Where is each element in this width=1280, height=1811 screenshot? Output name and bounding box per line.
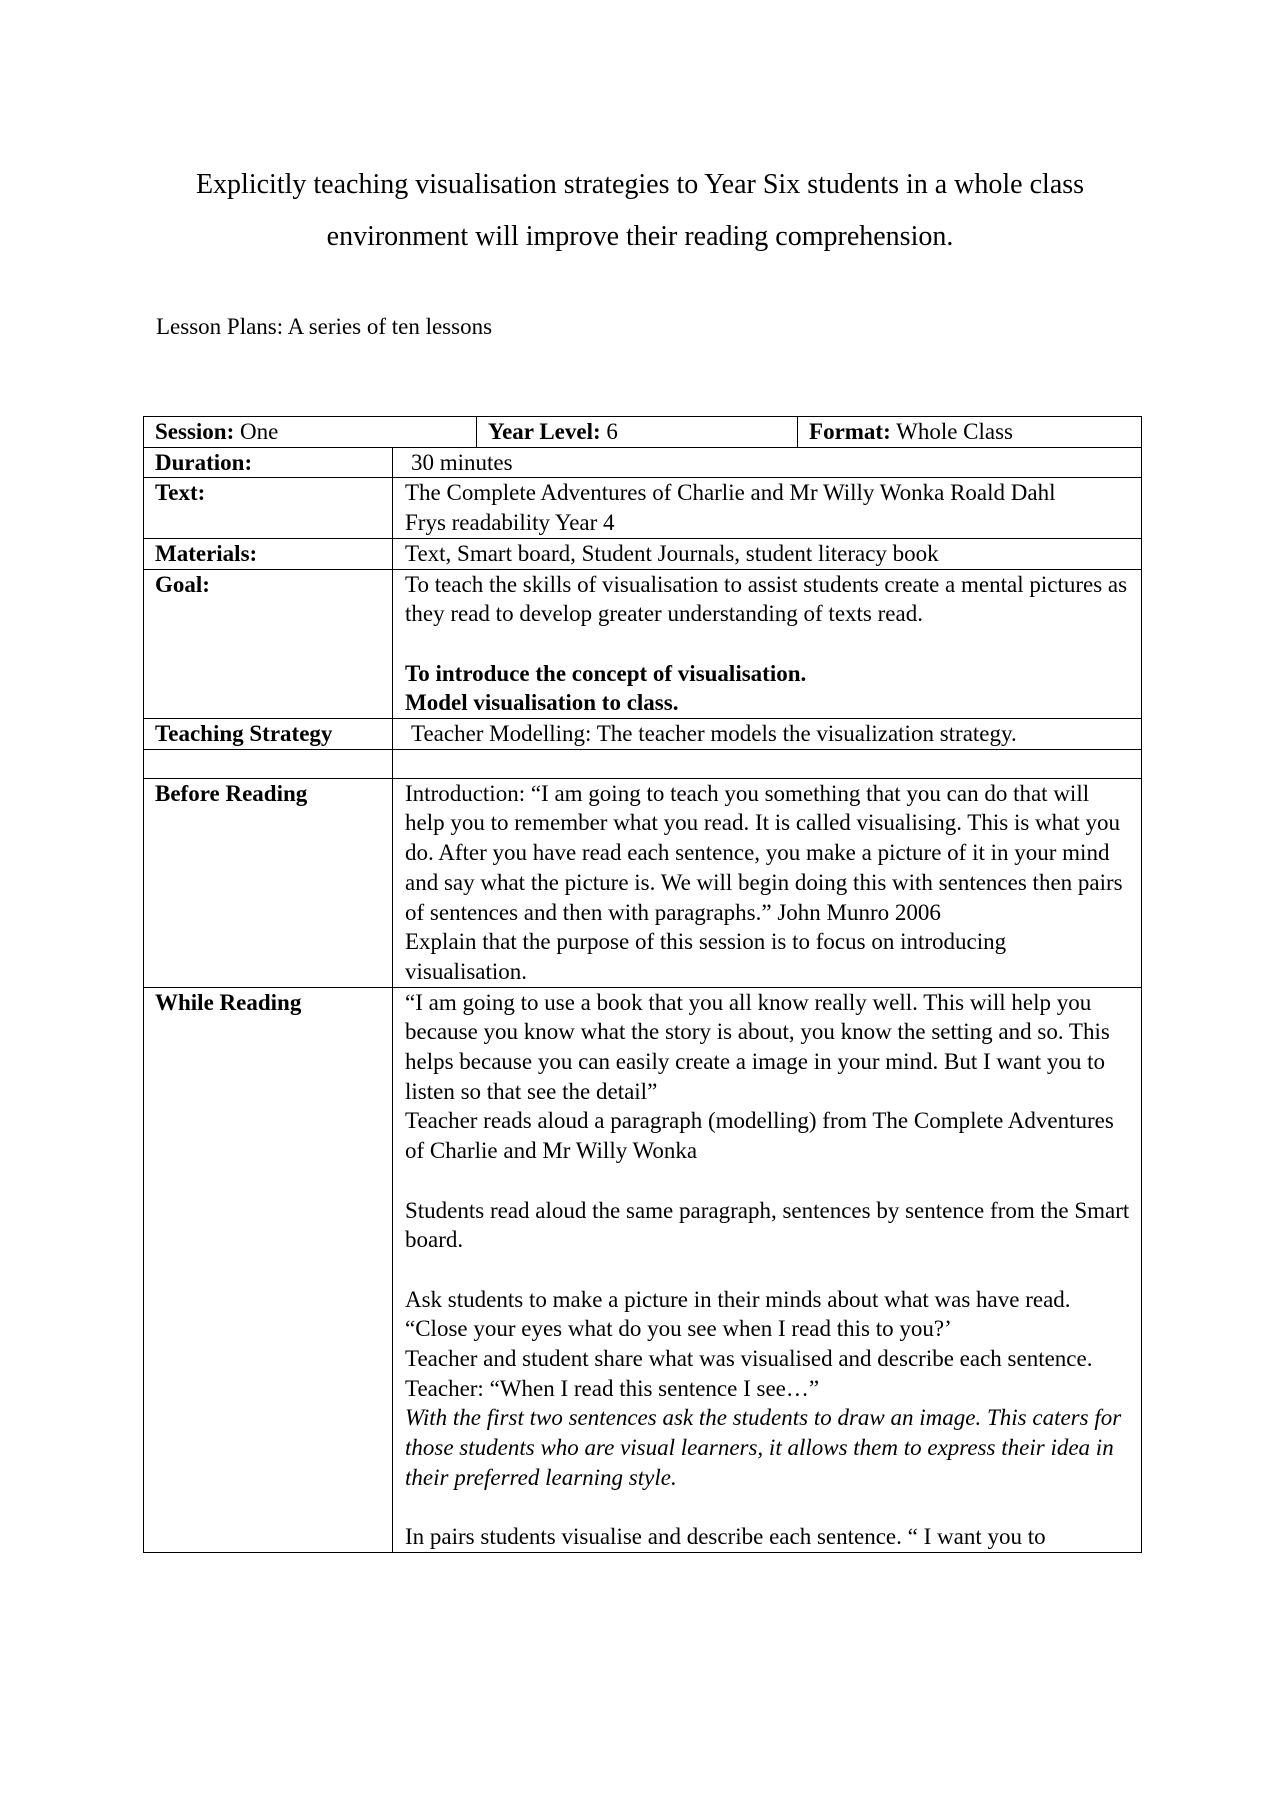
spacer-cell-right: [393, 749, 1142, 778]
before-reading-purpose: Explain that the purpose of this session is to focus on introducing visualisation.: [405, 929, 1007, 984]
document-subtitle: Lesson Plans: A series of ten lessons: [156, 314, 493, 339]
while-reading-gap-3: [405, 1493, 1131, 1523]
year-level-value: 6: [606, 419, 618, 444]
while-reading-teacher-prompt: Teacher: “When I read this sentence I see…”: [405, 1375, 820, 1401]
while-reading-value: [393, 987, 1142, 1552]
teaching-strategy-row: [144, 719, 1142, 750]
before-reading-row: [144, 778, 1142, 987]
before-reading-introduction: Introduction: “I am going to teach you something that you can do that will help you to remember what you read. It is called visualising. This is what you do. After you have read each sentence, you make a picture of it in your mind and say what the picture is. We will begin doing this with sentences then pairs of sentences and then with paragraphs.” John Munro 2006: [405, 780, 1123, 925]
format-value: Whole Class: [896, 419, 1014, 444]
goal-objective-1: To introduce the concept of visualisation.: [405, 660, 807, 686]
goal-gap: [405, 629, 1131, 659]
before-reading-label: Before Reading: [144, 778, 393, 987]
while-reading-students-read: Students read aloud the same paragraph, sentences by sentence from the Smart board.: [405, 1197, 1130, 1253]
document-title: Explicitly teaching visualisation strategies to Year Six students in a whole class environment will improve their reading comprehension.: [195, 169, 1085, 252]
while-reading-pairs: In pairs students visualise and describe each sentence. “ I want you to: [405, 1524, 1046, 1550]
text-readability-line: Frys readability Year 4: [405, 510, 615, 536]
duration-value: 30 minutes: [393, 447, 1142, 478]
while-reading-teacher-reads: Teacher reads aloud a paragraph (modelling) from The Complete Adventures of Charlie and Mr Willy Wonka: [405, 1108, 1114, 1164]
goal-label: Goal:: [144, 569, 393, 719]
lesson-plan-table: [143, 416, 1142, 1553]
format-label: Format:: [809, 419, 891, 444]
goal-row: [144, 569, 1142, 719]
spacer-row: [144, 749, 1142, 778]
session-value: One: [240, 419, 279, 444]
while-reading-label: While Reading: [144, 987, 393, 1552]
goal-objective-2: Model visualisation to class.: [405, 690, 679, 716]
duration-label: Duration:: [144, 447, 393, 478]
session-row: [144, 417, 1142, 448]
materials-value: Text, Smart board, Student Journals, student literacy book: [393, 538, 1142, 569]
spacer-cell-left: [144, 749, 393, 778]
teaching-strategy-value: Teacher Modelling: The teacher models the visualization strategy.: [393, 719, 1142, 750]
goal-value: [393, 569, 1142, 719]
goal-text: To teach the skills of visualisation to assist students create a mental pictures as they read to develop greater understanding of texts read.: [405, 571, 1128, 627]
text-value: [393, 478, 1142, 538]
while-reading-draw-note: With the first two sentences ask the students to draw an image. This caters for those students who are visual learners, it allows them to express their idea in their preferred learning style.: [405, 1405, 1122, 1490]
duration-row: [144, 447, 1142, 478]
text-row: [144, 478, 1142, 538]
materials-label: Materials:: [144, 538, 393, 569]
year-level-cell: [477, 417, 798, 448]
while-reading-make-picture: Ask students to make a picture in their minds about what was have read. “Close your eyes what do you see when I read this to you?’: [405, 1286, 1071, 1342]
while-reading-share: Teacher and student share what was visualised and describe each sentence.: [405, 1346, 1093, 1372]
while-reading-row: [144, 987, 1142, 1552]
session-label: Session:: [155, 419, 235, 444]
while-reading-intro-quote: “I am going to use a book that you all know really well. This will help you because you know what the story is about, you know the setting and so. This helps because you can easily create a image in your mind. But I want you to listen so that see the detail”: [405, 989, 1110, 1104]
while-reading-gap-1: [405, 1166, 1131, 1196]
format-cell: [798, 417, 1142, 448]
session-cell: [144, 417, 477, 448]
text-title-line: The Complete Adventures of Charlie and Mr Willy Wonka Roald Dahl: [405, 480, 1056, 506]
materials-row: [144, 538, 1142, 569]
year-level-label: Year Level:: [488, 419, 601, 444]
text-label: Text:: [144, 478, 393, 538]
before-reading-value: [393, 778, 1142, 987]
while-reading-gap-2: [405, 1255, 1131, 1285]
teaching-strategy-label: Teaching Strategy: [144, 719, 393, 750]
